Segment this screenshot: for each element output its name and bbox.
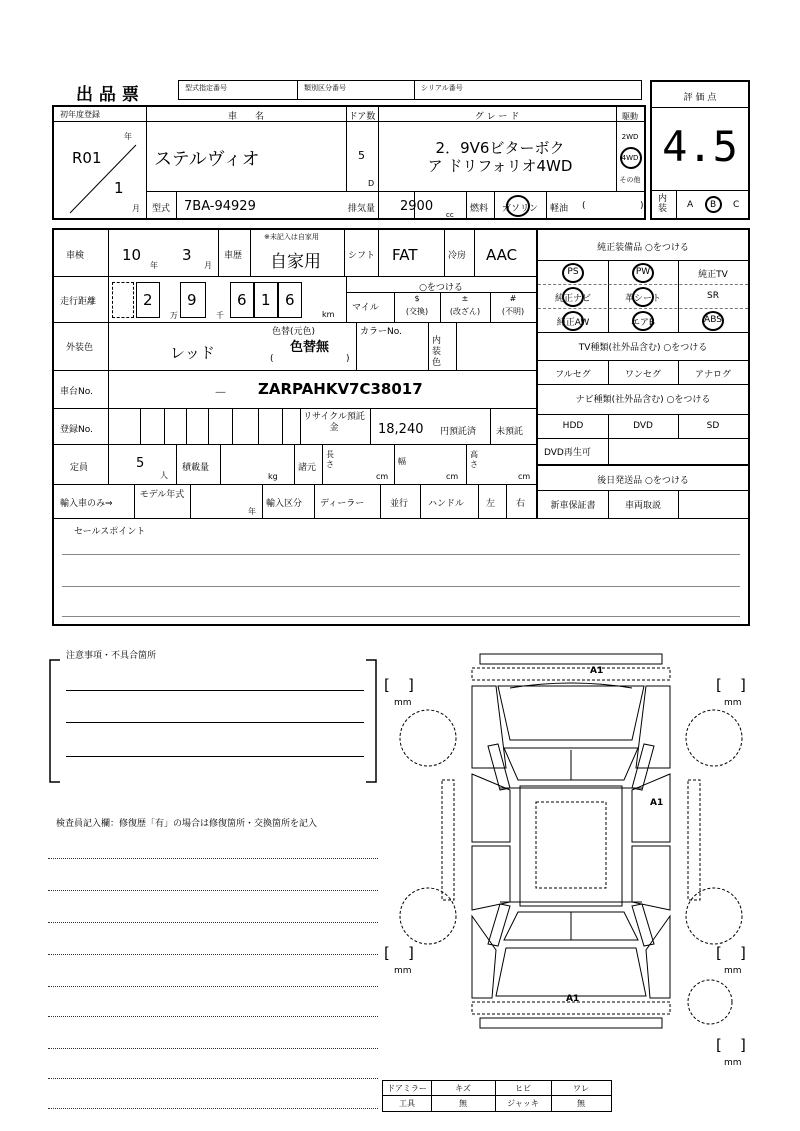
- interior-b: B: [710, 200, 717, 210]
- equip-tv: 純正TV: [698, 270, 728, 280]
- recycle-label: リサイクル預託金: [303, 412, 365, 433]
- color-change-label: 色替(元色): [272, 327, 316, 337]
- mileage-digit-4: 1: [261, 291, 271, 309]
- history-label: 車歴: [224, 251, 243, 261]
- equip-airbag-circle: [632, 311, 654, 331]
- unknown-label: (不明): [501, 307, 525, 316]
- tread-spare-close: ]: [740, 1036, 746, 1054]
- doors-value: 5: [358, 149, 365, 162]
- equip-ps-circle: [562, 263, 584, 283]
- equip-leather: 革シート: [624, 294, 661, 304]
- km-unit: km: [322, 310, 335, 319]
- equip-leather-circle: [632, 287, 654, 307]
- fuel-gasoline-circle: [506, 195, 530, 217]
- model-cert-box: [178, 80, 298, 100]
- tv-analog: アナログ: [694, 370, 731, 380]
- equip-navi: 純正ナビ: [554, 294, 591, 304]
- serial-label: シリアル番号: [421, 84, 463, 92]
- equip-aw: 純正AW: [556, 318, 590, 328]
- month-unit: 月: [132, 204, 140, 213]
- model-value: 7BA-94929: [184, 199, 256, 214]
- mileage-box-5: [254, 282, 278, 318]
- mileage-digit-5: 6: [285, 291, 295, 309]
- displacement-label: 排気量: [348, 204, 376, 214]
- shaken-month-unit: 月: [204, 261, 212, 270]
- equip-abs-circle: [702, 311, 724, 331]
- man-unit: 万: [170, 311, 178, 320]
- reg-month: 1: [114, 179, 124, 197]
- mileage-box-6: [278, 282, 302, 318]
- inspection-block: [52, 228, 750, 626]
- tread-rl-open: [: [384, 944, 390, 962]
- car-name-label: 車 名: [227, 112, 264, 122]
- era-year: R01: [72, 149, 102, 167]
- tread-rl-close: ]: [408, 944, 414, 962]
- equip-sr: SR: [707, 291, 719, 301]
- height-label: 高さ: [470, 450, 478, 469]
- equip-aw-circle: [562, 311, 584, 331]
- legend-crack: ヒビ: [515, 1084, 531, 1093]
- ext-color-label: 外装色: [66, 343, 94, 353]
- shaken-month: 3: [182, 246, 192, 264]
- tread-rr-open: [: [716, 944, 722, 962]
- first-reg-label: 初年度登録: [60, 110, 100, 119]
- mileage-digit-2: 9: [187, 291, 197, 309]
- grade-line2: ア ドリフォリオ4WD: [427, 157, 573, 175]
- capacity-unit: 人: [160, 471, 168, 480]
- interior-b-circle: [705, 196, 722, 213]
- equip-pw: PW: [635, 267, 651, 277]
- mileage-digit-3: 6: [237, 291, 247, 309]
- mileage-box-1: [112, 282, 134, 318]
- recycle-not: 未預託: [496, 427, 524, 437]
- legend-scratch: キズ: [455, 1084, 471, 1093]
- year-unit: 年: [124, 132, 132, 141]
- equip-ps: PS: [567, 267, 579, 277]
- tv-fullseg: フルセグ: [555, 370, 591, 380]
- car-name: ステルヴィオ: [154, 149, 260, 170]
- later-warranty: 新車保証書: [550, 501, 596, 511]
- legend-tools-value: 無: [459, 1099, 467, 1108]
- drive-label: 駆動: [622, 112, 638, 121]
- mileage-digit-1: 2: [143, 291, 153, 309]
- shift-label: シフト: [348, 251, 376, 261]
- sen-unit: 千: [216, 311, 224, 320]
- later-manual: 車両取説: [624, 501, 661, 511]
- tread-spare-open: [: [716, 1036, 722, 1054]
- legend-tools: 工具: [399, 1099, 415, 1108]
- ac-value: AAC: [486, 246, 518, 264]
- color-no-label: カラーNo.: [360, 327, 402, 337]
- navi-title: ナビ種類(社外品含む) ○をつける: [575, 395, 711, 405]
- grade-label: グ レ ー ド: [474, 112, 520, 122]
- grade-line1: 2．9V6ビターボク: [435, 139, 565, 157]
- fuel-paren-open: (: [582, 201, 586, 211]
- unknown-symbol: #: [509, 294, 517, 303]
- door-suffix: D: [368, 179, 375, 188]
- damage-mark-right: A1: [650, 798, 664, 808]
- history-note: ※未記入は自家用: [264, 233, 319, 241]
- tread-fr-open: [: [716, 676, 722, 694]
- cc-unit: cc: [446, 211, 454, 219]
- damage-mark-front: A1: [590, 666, 604, 676]
- tread-rr-close: ]: [740, 944, 746, 962]
- tread-fl-mm: mm: [394, 698, 412, 708]
- score-label: 評 価 点: [683, 93, 717, 103]
- later-title: 後日発送品 ○をつける: [597, 476, 689, 486]
- history-value: 自家用: [270, 252, 321, 272]
- import-label: 輸入車のみ⇒: [60, 499, 113, 509]
- tread-spare-mm: mm: [724, 1058, 742, 1068]
- ext-color-value: レッド: [170, 344, 215, 362]
- fuel-diesel: 軽油: [550, 204, 569, 214]
- capacity-label: 定員: [70, 463, 89, 473]
- width-cm: cm: [446, 472, 459, 481]
- equip-pw-circle: [632, 263, 654, 283]
- navi-hdd: HDD: [562, 421, 584, 431]
- mileage-box-3: [180, 282, 206, 318]
- caution-line-2: [66, 722, 364, 723]
- fuel-gasoline: ガソリン: [502, 204, 539, 214]
- drive-4wd-circle: [620, 147, 642, 169]
- mark-note: ○をつける: [419, 283, 463, 293]
- right-label: 右: [516, 499, 526, 509]
- color-change-value: 色替無: [290, 340, 330, 355]
- ac-label: 冷房: [448, 251, 467, 261]
- legend-jack-value: 無: [577, 1099, 585, 1108]
- shaken-year-unit: 年: [150, 261, 158, 270]
- fuel-paren-close: ): [640, 201, 644, 211]
- recycle-amount: 18,240: [378, 422, 424, 437]
- equip-navi-circle: [562, 287, 584, 307]
- drive-4wd: 4WD: [621, 154, 639, 162]
- sales-point-label: セールスポイント: [74, 527, 146, 537]
- drive-other: その他: [619, 176, 641, 184]
- chassis-label: 車台No.: [60, 387, 93, 397]
- displacement-value: 2900: [400, 199, 434, 214]
- tread-fr-mm: mm: [724, 698, 742, 708]
- chassis-value: ZARPAHKV7C38017: [258, 380, 423, 398]
- shaken-year: 10: [122, 246, 142, 264]
- navi-dvd: DVD: [633, 421, 653, 431]
- model-label: 型式: [152, 204, 171, 214]
- serial-box: [414, 80, 642, 100]
- altered-symbol: ±: [461, 294, 469, 303]
- class-no-box: [297, 80, 415, 100]
- class-no-label: 類別区分番号: [304, 84, 346, 92]
- damage-mark-rear: A1: [566, 994, 580, 1004]
- form-title: 出 品 票: [76, 85, 139, 105]
- exchange-symbol: $: [414, 294, 420, 303]
- model-year-label: モデル年式: [139, 490, 185, 500]
- dims-label: 諸元: [298, 463, 317, 473]
- chassis-dash: －: [214, 386, 228, 401]
- dealer-label: ディーラー: [320, 499, 365, 509]
- model-cert-label: 型式指定番号: [185, 84, 227, 92]
- navi-sd: SD: [706, 421, 720, 431]
- tread-rr-mm: mm: [724, 966, 742, 976]
- kg-unit: kg: [268, 472, 278, 481]
- reg-no-label: 登録No.: [60, 425, 93, 435]
- equip-airbag: エアB: [630, 318, 656, 328]
- car-diagram: [380, 640, 760, 1080]
- score-box: [650, 80, 750, 220]
- width-label: 幅: [398, 457, 406, 466]
- mile-label: マイル: [352, 303, 379, 313]
- handle-label: ハンドル: [428, 499, 465, 509]
- int-color-label: 内装色: [432, 336, 442, 368]
- import-class-label: 輸入区分: [266, 499, 303, 509]
- caution-line-1: [66, 690, 364, 691]
- shaken-label: 車検: [66, 251, 85, 261]
- length-label: 長さ: [326, 450, 334, 469]
- equip-title: 純正装備品 ○をつける: [597, 243, 689, 253]
- equip-abs: ABS: [704, 315, 722, 325]
- date-slash: [68, 143, 138, 215]
- recycle-status: 円預託済: [440, 427, 477, 437]
- interior-label: 内装: [658, 194, 668, 214]
- altered-label: (改ざん): [449, 307, 481, 316]
- caution-line-3: [66, 756, 364, 757]
- drive-2wd: 2WD: [621, 133, 639, 141]
- score-value: 4.5: [662, 122, 738, 171]
- capacity-value: 5: [136, 456, 145, 471]
- load-label: 積載量: [182, 463, 210, 473]
- doors-label: ドア数: [348, 112, 376, 122]
- vehicle-block: [52, 105, 646, 220]
- color-paren-open: (: [270, 354, 274, 364]
- height-cm: cm: [518, 472, 531, 481]
- model-year-suffix: 年: [248, 507, 256, 516]
- tv-oneseg: ワンセグ: [624, 370, 661, 380]
- tv-title: TV種類(社外品含む) ○をつける: [578, 343, 708, 353]
- interior-c: C: [733, 200, 740, 210]
- tread-fl-close: ]: [408, 676, 414, 694]
- exchange-label: (交換): [405, 307, 429, 316]
- legend-jack: ジャッキ: [507, 1099, 539, 1108]
- parallel-label: 並行: [390, 499, 409, 509]
- inspector-label: 検査員記入欄：修復歴「有」の場合は修復箇所・交換箇所を記入: [56, 819, 318, 829]
- legend-mirror: ドアミラー: [387, 1084, 427, 1093]
- interior-a: A: [687, 200, 694, 210]
- tread-rl-mm: mm: [394, 966, 412, 976]
- legend-break: ワレ: [573, 1084, 589, 1093]
- navi-dvd-play: DVD再生可: [544, 448, 591, 458]
- legend-table: [382, 1080, 612, 1112]
- shift-value: FAT: [392, 246, 418, 264]
- color-paren-close: ): [346, 354, 350, 364]
- caution-bracket: [46, 656, 380, 786]
- left-label: 左: [486, 499, 496, 509]
- tread-fr-close: ]: [740, 676, 746, 694]
- mileage-box-4: [230, 282, 254, 318]
- mileage-box-2: [136, 282, 160, 318]
- fuel-label: 燃料: [470, 204, 489, 214]
- length-cm: cm: [376, 472, 389, 481]
- tread-fl-open: [: [384, 676, 390, 694]
- mileage-label: 走行距離: [60, 297, 97, 307]
- caution-label: 注意事項・不具合箇所: [66, 651, 157, 661]
